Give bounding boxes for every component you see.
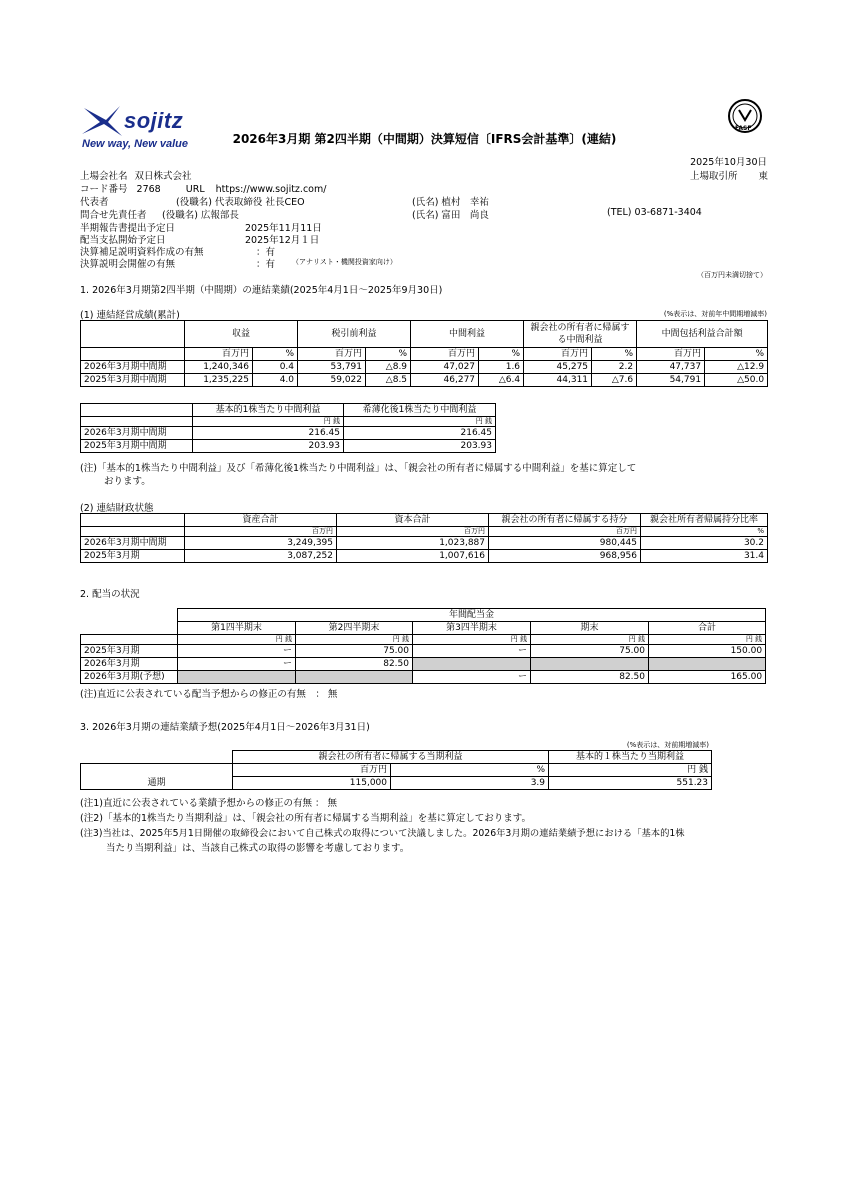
financial-position-table — [80, 513, 768, 563]
table-row — [81, 374, 768, 387]
table-row — [81, 537, 768, 550]
cell: 980,445 — [489, 537, 641, 550]
table-row — [81, 440, 496, 453]
cell: 45,275 — [524, 361, 592, 374]
cell: ー — [178, 658, 296, 671]
cell: 30.2 — [641, 537, 768, 550]
fc-unit: 百万円 — [233, 764, 391, 777]
company-name: 双日株式会社 — [134, 171, 192, 182]
perf-unit-corner — [81, 348, 185, 361]
row-label: 2025年3月期中間期 — [81, 374, 185, 387]
cell: ー — [178, 645, 296, 658]
cell: 31.4 — [641, 550, 768, 563]
code-row — [80, 181, 326, 194]
perf-h-profit: 中間利益 — [411, 321, 524, 348]
cell: 82.50 — [296, 658, 413, 671]
brief-label: 決算説明会開催の有無 — [80, 259, 176, 270]
cell: 115,000 — [233, 777, 391, 790]
cell: 4.0 — [253, 374, 298, 387]
cell: 75.00 — [531, 645, 649, 658]
row-label: 2026年3月期中間期 — [81, 427, 193, 440]
contact-label: 問合せ先責任者 — [80, 210, 147, 221]
cell: 3,087,252 — [185, 550, 337, 563]
div-group-header: 年間配当金 — [178, 609, 766, 622]
perf-h-pretax: 税引前利益 — [298, 321, 411, 348]
table-row — [81, 361, 768, 374]
sec1-sub1: (1) 連結経営成績(累計) — [80, 310, 180, 321]
div-unit: 円 銭 — [413, 635, 531, 645]
contact-name: (氏名) 富田 尚良 — [412, 210, 489, 221]
brief-note: （アナリスト・機関投資家向け） — [292, 258, 397, 266]
div-unit: 円 銭 — [178, 635, 296, 645]
cell: △8.9 — [366, 361, 411, 374]
fasf-seal — [727, 98, 763, 134]
div-h-q1: 第1四半期末 — [178, 622, 296, 635]
brief-value: ：有 — [256, 259, 276, 270]
perf-unit: % — [705, 348, 768, 361]
cell: 0.4 — [253, 361, 298, 374]
fin-unit: 百万円 — [337, 527, 489, 537]
sec3-title: 3. 2026年3月期の連結業績予想(2025年4月1日～2026年3月31日) — [80, 722, 370, 733]
cell: 203.93 — [193, 440, 344, 453]
fc-unit-corner — [81, 764, 233, 777]
supp-label: 決算補足説明資料作成の有無 — [80, 247, 204, 258]
cell: 150.00 — [649, 645, 766, 658]
perf-unit: 百万円 — [637, 348, 705, 361]
contact-tel: (TEL) 03-6871-3404 — [607, 207, 702, 218]
row-label: 2026年3月期中間期 — [81, 537, 185, 550]
dividend-note: (注)直近に公表されている配当予想からの修正の有無 ： 無 — [80, 689, 338, 700]
dividend-date-value: 2025年12月１日 — [245, 235, 320, 246]
fin-unit: 百万円 — [489, 527, 641, 537]
eps-h-diluted: 希薄化後1株当たり中間利益 — [344, 404, 496, 417]
performance-table — [80, 320, 768, 387]
cell: 2.2 — [592, 361, 637, 374]
cell: 44,311 — [524, 374, 592, 387]
logo-tagline: New way, New value — [82, 138, 188, 150]
fin-h-equity: 資本合計 — [337, 514, 489, 527]
report-date-label: 半期報告書提出予定日 — [80, 223, 176, 234]
div-h-q3: 第3四半期末 — [413, 622, 531, 635]
div-unit: 円 銭 — [296, 635, 413, 645]
sec2-title: 2. 配当の状況 — [80, 589, 140, 600]
table-row — [81, 658, 766, 671]
div-corner-2 — [81, 622, 178, 635]
perf-unit: 百万円 — [298, 348, 366, 361]
cell: 1,023,887 — [337, 537, 489, 550]
div-unit: 円 銭 — [531, 635, 649, 645]
row-label: 2026年3月期 — [81, 658, 178, 671]
eps-unit-corner — [81, 417, 193, 427]
perf-unit: 百万円 — [524, 348, 592, 361]
div-unit: 円 銭 — [649, 635, 766, 645]
forecast-note-2: (注2)「基本的1株当たり当期利益」は、「親会社の所有者に帰属する当期利益」を基に算定しております。 — [80, 813, 531, 824]
fin-h-ratio: 親会社所有者帰属持分比率 — [641, 514, 768, 527]
fin-unit: % — [641, 527, 768, 537]
code-label: コード番号 — [80, 184, 128, 195]
table-row — [81, 671, 766, 684]
fin-corner — [81, 514, 185, 527]
company-label: 上場会社名 — [80, 171, 128, 182]
cell: 203.93 — [344, 440, 496, 453]
perf-unit: % — [253, 348, 298, 361]
div-corner — [81, 609, 178, 622]
perf-unit: 百万円 — [411, 348, 479, 361]
cell: 47,737 — [637, 361, 705, 374]
cell: 1,007,616 — [337, 550, 489, 563]
cell-empty — [178, 671, 296, 684]
report-date-value: 2025年11月11日 — [245, 223, 322, 234]
exchange-label: 上場取引所 — [690, 171, 738, 182]
fin-h-assets: 資産合計 — [185, 514, 337, 527]
url-label: URL — [185, 184, 205, 195]
sec1-sub1-note: (%表示は、対前年中間期増減率) — [663, 310, 767, 318]
cell: 59,022 — [298, 374, 366, 387]
supp-value: ：有 — [256, 247, 276, 258]
cell-empty — [413, 658, 531, 671]
forecast-note-1: (注1)直近に公表されている業績予想からの修正の有無 ： 無 — [80, 798, 337, 809]
eps-unit: 円 銭 — [344, 417, 496, 427]
cell: 216.45 — [344, 427, 496, 440]
table-row — [81, 777, 712, 790]
eps-corner — [81, 404, 193, 417]
fin-unit: 百万円 — [185, 527, 337, 537]
perf-unit: % — [479, 348, 524, 361]
exchange-row — [690, 168, 768, 181]
div-h-total: 合計 — [649, 622, 766, 635]
fc-h-profit: 親会社の所有者に帰属する当期利益 — [233, 751, 549, 764]
perf-corner — [81, 321, 185, 348]
cell: 551.23 — [549, 777, 712, 790]
table-row — [81, 427, 496, 440]
cell: △7.6 — [592, 374, 637, 387]
row-label: 2025年3月期 — [81, 550, 185, 563]
perf-unit: % — [366, 348, 411, 361]
perf-h-revenue: 収益 — [185, 321, 298, 348]
exchange-value: 東 — [758, 171, 769, 182]
perf-unit: % — [592, 348, 637, 361]
cell: △12.9 — [705, 361, 768, 374]
dividend-date-label: 配当支払開始予定日 — [80, 235, 166, 246]
code-value: 2768 — [136, 184, 161, 195]
cell: 1.6 — [479, 361, 524, 374]
forecast-note-3: (注3)当社は、2025年5月1日開催の取締役会において自己株式の取得について決議しました。2026年3月期の連結業績予想における「基本的1株 — [80, 828, 685, 839]
eps-table — [80, 403, 496, 453]
rep-label: 代表者 — [80, 197, 109, 208]
cell-empty — [296, 671, 413, 684]
cell: ー — [413, 645, 531, 658]
fc-h-eps: 基本的１株当たり当期利益 — [549, 751, 712, 764]
div-h-year-end: 期末 — [531, 622, 649, 635]
eps-note-1: (注)「基本的1株当たり中間利益」及び「希薄化後1株当たり中間利益」は、「親会社の所有者に帰属する中間利益」を基に算定して — [80, 463, 637, 474]
rep-name: (氏名) 植村 幸祐 — [412, 197, 489, 208]
row-label: 2026年3月期(予想) — [81, 671, 178, 684]
div-unit-corner — [81, 635, 178, 645]
fin-h-owners: 親会社の所有者に帰属する持分 — [489, 514, 641, 527]
cell: 46,277 — [411, 374, 479, 387]
fc-unit: 円 銭 — [549, 764, 712, 777]
rounding-note: （百万円未満切捨て） — [697, 271, 767, 279]
cell: △8.5 — [366, 374, 411, 387]
perf-unit: 百万円 — [185, 348, 253, 361]
cell: 3,249,395 — [185, 537, 337, 550]
company-row — [80, 168, 192, 181]
cell: 3.9 — [391, 777, 549, 790]
eps-h-basic: 基本的1株当たり中間利益 — [193, 404, 344, 417]
dividend-table — [80, 608, 766, 684]
rep-title: (役職名) 代表取締役 社長CEO — [176, 197, 305, 208]
page-title: 2026年3月期 第2四半期（中間期）決算短信〔IFRS会計基準〕(連結) — [232, 132, 617, 146]
cell: 968,956 — [489, 550, 641, 563]
cell: 1,240,346 — [185, 361, 253, 374]
forecast-table — [80, 750, 712, 790]
cell: 82.50 — [531, 671, 649, 684]
cell-empty — [649, 658, 766, 671]
fc-unit: % — [391, 764, 549, 777]
perf-h-comprehensive: 中間包括利益合計額 — [637, 321, 768, 348]
cell: 54,791 — [637, 374, 705, 387]
eps-unit: 円 銭 — [193, 417, 344, 427]
logo-wordmark: sojitz — [124, 108, 184, 133]
cell: 216.45 — [193, 427, 344, 440]
fasf-text: FASF — [735, 125, 752, 132]
contact-title: (役職名) 広報部長 — [162, 210, 239, 221]
cell: ー — [413, 671, 531, 684]
cell: △6.4 — [479, 374, 524, 387]
fin-unit-corner — [81, 527, 185, 537]
div-h-q2: 第2四半期末 — [296, 622, 413, 635]
fc-corner — [81, 751, 233, 764]
row-label: 通期 — [81, 777, 233, 790]
sec1-sub2: (2) 連結財政状態 — [80, 503, 154, 514]
cell-empty — [531, 658, 649, 671]
cell: 75.00 — [296, 645, 413, 658]
row-label: 2025年3月期中間期 — [81, 440, 193, 453]
row-label: 2025年3月期 — [81, 645, 178, 658]
table-row — [81, 645, 766, 658]
sec1-title: 1. 2026年3月期第2四半期（中間期）の連結業績(2025年4月1日～2025年9月30日) — [80, 285, 443, 296]
cell: 165.00 — [649, 671, 766, 684]
table-row — [81, 550, 768, 563]
url-link[interactable]: https://www.sojitz.com/ — [215, 184, 327, 195]
sec3-note-top: (%表示は、対前期増減率) — [626, 741, 709, 749]
cell: 47,027 — [411, 361, 479, 374]
cell: △50.0 — [705, 374, 768, 387]
row-label: 2026年3月期中間期 — [81, 361, 185, 374]
cell: 1,235,225 — [185, 374, 253, 387]
cell: 53,791 — [298, 361, 366, 374]
eps-note-2: おります。 — [104, 476, 151, 487]
report-date: 2025年10月30日 — [690, 157, 767, 168]
perf-h-owners: 親会社の所有者に帰属する中間利益 — [524, 321, 637, 348]
forecast-note-4: 当たり当期利益」は、当該自己株式の取得の影響を考慮しております。 — [106, 843, 410, 854]
